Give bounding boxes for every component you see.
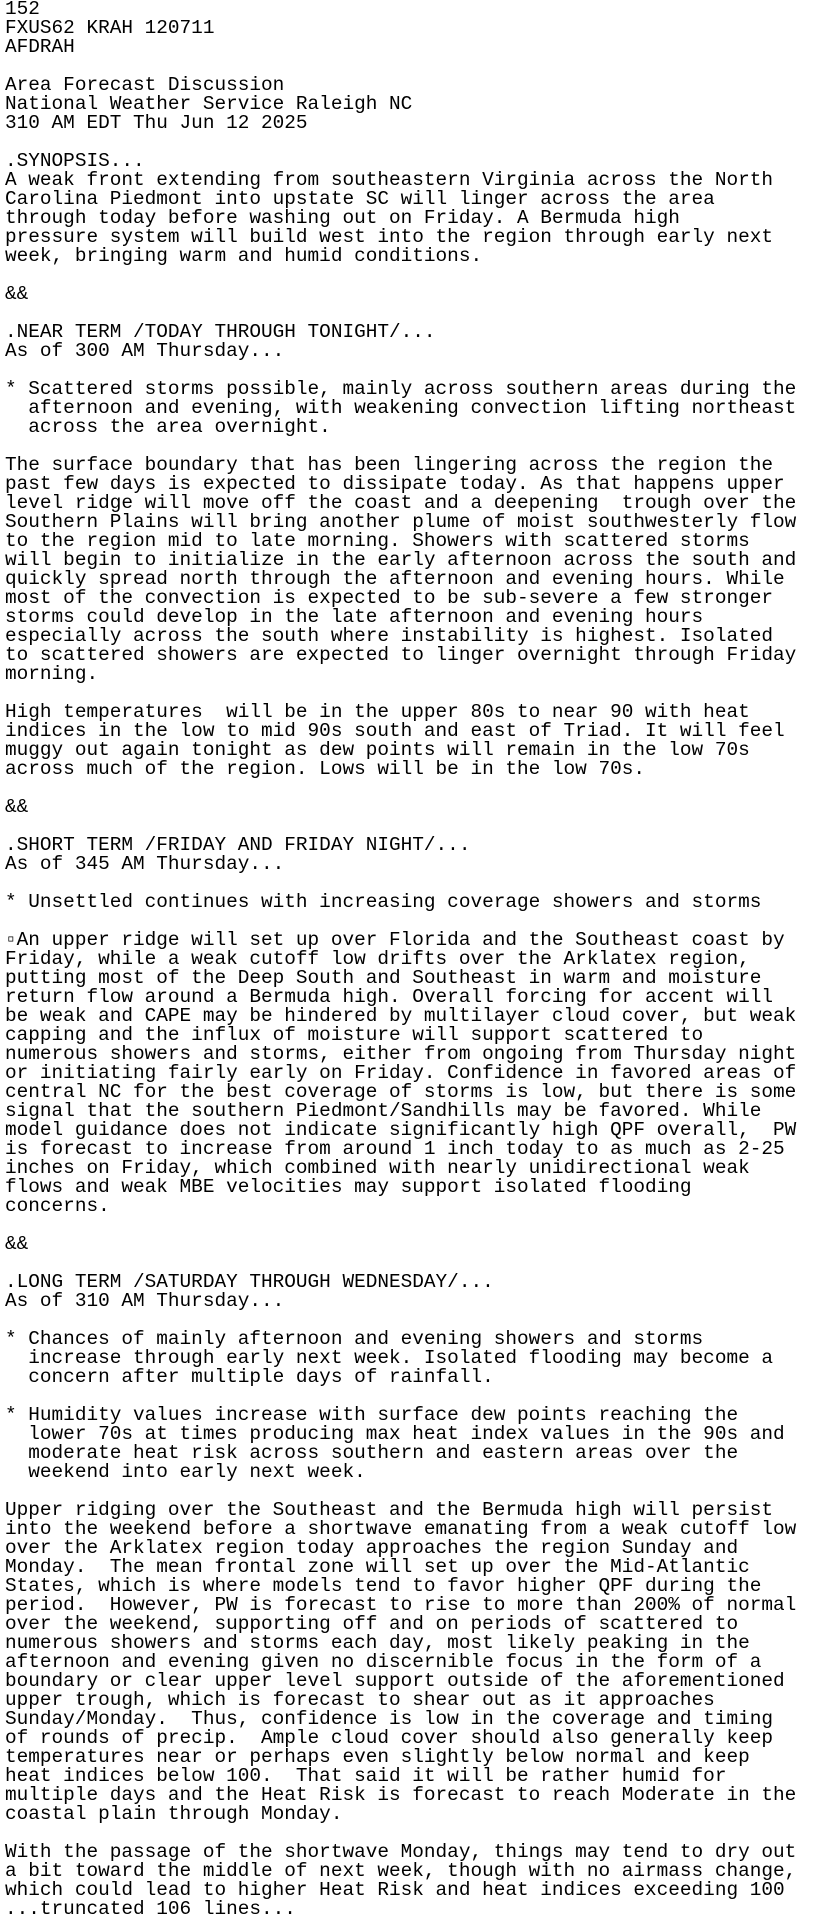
- text-line: increase through early next week. Isolated flooding may become a: [5, 1347, 773, 1369]
- text-line: to scattered showers are expected to linger overnight through Friday: [5, 644, 797, 666]
- text-line: heat indices below 100. That said it will be rather humid for: [5, 1765, 727, 1787]
- text-line: As of 300 AM Thursday...: [5, 340, 285, 362]
- text-line: over the Arklatex region today approaches the region Sunday and: [5, 1537, 739, 1559]
- text-line: Sunday/Monday. Thus, confidence is low in the coverage and timing: [5, 1708, 773, 1730]
- text-line: High temperatures will be in the upper 80s to near 90 with heat: [5, 701, 750, 723]
- text-line: * Humidity values increase with surface dew points reaching the: [5, 1404, 739, 1426]
- text-line: Southern Plains will bring another plume of moist southwesterly flow: [5, 511, 797, 533]
- text-line: * Scattered storms possible, mainly across southern areas during the: [5, 378, 797, 400]
- text-line: will begin to initialize in the early afternoon across the south and: [5, 549, 797, 571]
- text-line: afternoon and evening given no discernible focus in the form of a: [5, 1651, 762, 1673]
- text-line: With the passage of the shortwave Monday, things may tend to dry out: [5, 1841, 797, 1863]
- text-line: [5, 1216, 826, 1235]
- text-line: &&: [5, 1233, 29, 1255]
- text-line: over the weekend, supporting off and on periods of scattered to: [5, 1613, 739, 1635]
- text-line: temperatures near or perhaps even slightly below normal and keep: [5, 1746, 750, 1768]
- text-line: indices in the low to mid 90s south and east of Triad. It will feel: [5, 720, 785, 742]
- text-line: National Weather Service Raleigh NC: [5, 93, 413, 115]
- text-line: * Unsettled continues with increasing coverage showers and storms: [5, 891, 762, 913]
- text-line: Friday, while a weak cutoff low drifts over the Arklatex region,: [5, 948, 750, 970]
- text-line: into the weekend before a shortwave emanating from a weak cutoff low: [5, 1518, 797, 1540]
- text-line: through today before washing out on Friday. A Bermuda high: [5, 207, 680, 229]
- text-line: [5, 266, 826, 285]
- text-line: ...truncated 106 lines...: [5, 1898, 296, 1920]
- text-line: week, bringing warm and humid conditions.: [5, 245, 483, 267]
- text-line: capping and the influx of moisture will support scattered to: [5, 1024, 704, 1046]
- text-line: putting most of the Deep South and Southeast in warm and moisture: [5, 967, 762, 989]
- text-line: central NC for the best coverage of storms is low, but there is some: [5, 1081, 797, 1103]
- text-line: As of 310 AM Thursday...: [5, 1290, 285, 1312]
- text-line: .NEAR TERM /TODAY THROUGH TONIGHT/...: [5, 321, 436, 343]
- text-line: return flow around a Bermuda high. Overall forcing for accent will: [5, 986, 773, 1008]
- text-line: across the area overnight.: [5, 416, 331, 438]
- text-line: period. However, PW is forecast to rise to more than 200% of normal: [5, 1594, 797, 1616]
- text-line: of rounds of precip. Ample cloud cover should also generally keep: [5, 1727, 773, 1749]
- text-line: .LONG TERM /SATURDAY THROUGH WEDNESDAY/...: [5, 1271, 494, 1293]
- text-line: muggy out again tonight as dew points will remain in the low 70s: [5, 739, 750, 761]
- text-line: storms could develop in the late afternoon and evening hours: [5, 606, 704, 628]
- text-line: AFDRAH: [5, 36, 75, 58]
- text-line: quickly spread north through the afternoon and evening hours. While: [5, 568, 785, 590]
- text-line: past few days is expected to dissipate today. As that happens upper: [5, 473, 785, 495]
- text-line: 310 AM EDT Thu Jun 12 2025: [5, 112, 308, 134]
- text-line: moderate heat risk across southern and eastern areas over the: [5, 1442, 739, 1464]
- text-line: inches on Friday, which combined with nearly unidirectional weak: [5, 1157, 750, 1179]
- text-line: &&: [5, 796, 29, 818]
- text-line: A weak front extending from southeastern Virginia across the North: [5, 169, 773, 191]
- text-line: pressure system will build west into the region through early next: [5, 226, 773, 248]
- text-line: coastal plain through Monday.: [5, 1803, 343, 1825]
- text-line: especially across the south where instability is highest. Isolated: [5, 625, 773, 647]
- text-line: most of the convection is expected to be sub-severe a few stronger: [5, 587, 773, 609]
- text-line: .SYNOPSIS...: [5, 150, 145, 172]
- text-line: to the region mid to late morning. Showers with scattered storms: [5, 530, 750, 552]
- text-line: multiple days and the Heat Risk is forecast to reach Moderate in the: [5, 1784, 797, 1806]
- text-line: Upper ridging over the Southeast and the Bermuda high will persist: [5, 1499, 773, 1521]
- text-line: &&: [5, 283, 29, 305]
- text-line: The surface boundary that has been lingering across the region the: [5, 454, 773, 476]
- text-line: level ridge will move off the coast and a deepening trough over the: [5, 492, 797, 514]
- text-line: flows and weak MBE velocities may support isolated flooding: [5, 1176, 692, 1198]
- text-line: across much of the region. Lows will be in the low 70s.: [5, 758, 645, 780]
- text-line: weekend into early next week.: [5, 1461, 366, 1483]
- text-line: 152: [5, 0, 40, 20]
- text-line: morning.: [5, 663, 99, 685]
- text-line: concern after multiple days of rainfall.: [5, 1366, 494, 1388]
- text-line: be weak and CAPE may be hindered by multilayer cloud cover, but weak: [5, 1005, 797, 1027]
- text-line: Monday. The mean frontal zone will set up over the Mid-Atlantic: [5, 1556, 750, 1578]
- text-line: upper trough, which is forecast to shear out as it approaches: [5, 1689, 715, 1711]
- text-line: As of 345 AM Thursday...: [5, 853, 285, 875]
- text-line: which could lead to higher Heat Risk and heat indices exceeding 100: [5, 1879, 785, 1901]
- text-line: Area Forecast Discussion: [5, 74, 285, 96]
- text-line: * Chances of mainly afternoon and evening showers and storms: [5, 1328, 704, 1350]
- text-line: Carolina Piedmont into upstate SC will linger across the area: [5, 188, 715, 210]
- text-line: ▫An upper ridge will set up over Florida and the Southeast coast by: [5, 929, 785, 951]
- text-line: a bit toward the middle of next week, though with no airmass change,: [5, 1860, 797, 1882]
- text-line: numerous showers and storms, either from ongoing from Thursday night: [5, 1043, 797, 1065]
- text-line: lower 70s at times producing max heat index values in the 90s and: [5, 1423, 785, 1445]
- text-line: boundary or clear upper level support outside of the aforementioned: [5, 1670, 785, 1692]
- text-line: or initiating fairly early on Friday. Confidence in favored areas of: [5, 1062, 797, 1084]
- text-line: numerous showers and storms each day, most likely peaking in the: [5, 1632, 750, 1654]
- text-line: concerns.: [5, 1195, 110, 1217]
- text-line: is forecast to increase from around 1 inch today to as much as 2-25: [5, 1138, 785, 1160]
- text-line: afternoon and evening, with weakening convection lifting northeast: [5, 397, 797, 419]
- text-line: States, which is where models tend to favor higher QPF during the: [5, 1575, 762, 1597]
- text-line: [5, 779, 826, 798]
- text-line: model guidance does not indicate significantly high QPF overall, PW: [5, 1119, 797, 1141]
- text-line: .SHORT TERM /FRIDAY AND FRIDAY NIGHT/...: [5, 834, 471, 856]
- text-line: FXUS62 KRAH 120711: [5, 17, 215, 39]
- text-line: signal that the southern Piedmont/Sandhills may be favored. While: [5, 1100, 762, 1122]
